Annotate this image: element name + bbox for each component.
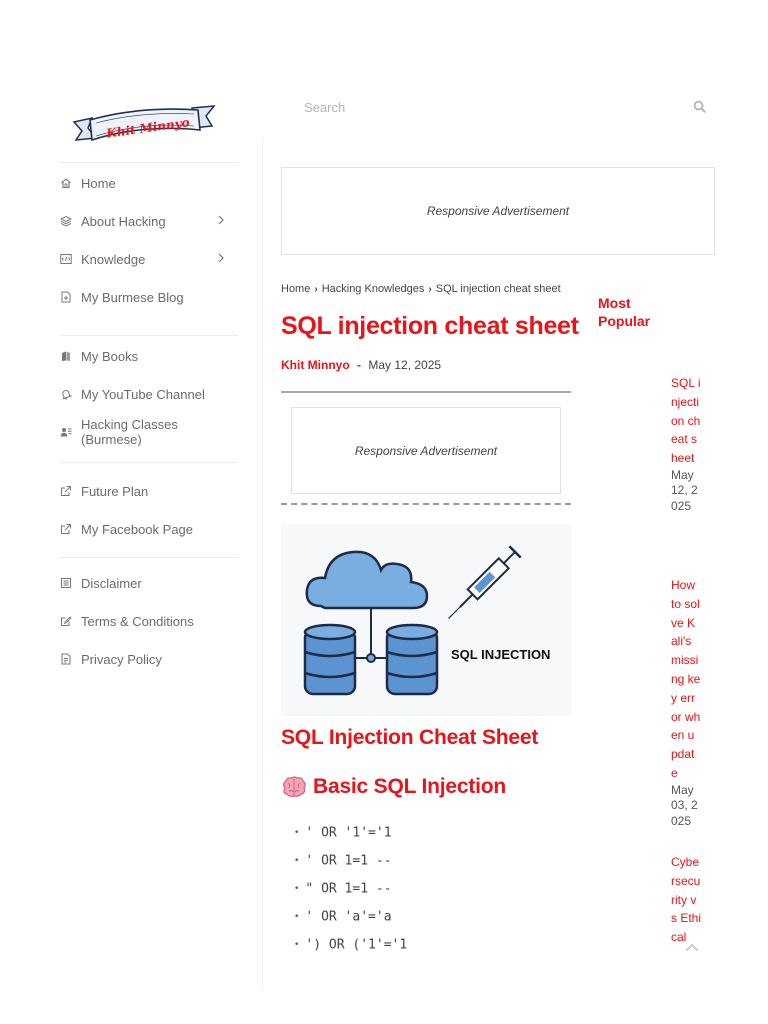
sidebar-item-knowledge[interactable]	[60, 240, 238, 278]
sidebar-item-privacy[interactable]	[60, 640, 238, 678]
search-icon[interactable]	[693, 100, 706, 113]
cloud-icon	[307, 552, 427, 608]
database-icon	[305, 625, 355, 694]
site-logo[interactable]	[70, 100, 218, 156]
sidebar-item-my-books[interactable]	[60, 337, 238, 375]
list-item: • ') OR ('1'='1	[294, 934, 407, 962]
sidebar-item-label: Future Plan	[81, 483, 149, 499]
page-title: SQL injection cheat sheet	[281, 312, 579, 340]
document-icon	[60, 653, 72, 665]
search-bar	[296, 94, 716, 120]
sidebar-item-label: Privacy Policy	[81, 651, 162, 667]
external-link-icon	[60, 485, 72, 497]
post-meta	[281, 358, 441, 372]
code-icon	[60, 253, 72, 265]
hero-image	[281, 524, 571, 716]
file-plus-icon	[60, 291, 72, 303]
divider	[281, 391, 571, 393]
sidebar-item-facebook[interactable]	[60, 510, 238, 548]
post-author[interactable]: Khit Minnyo	[281, 358, 350, 372]
sidebar-item-label: Home	[81, 175, 116, 191]
ad-label: Responsive Advertisement	[426, 204, 570, 218]
breadcrumb-current: SQL injection cheat sheet	[435, 283, 561, 295]
users-icon	[60, 426, 72, 438]
payload-list	[294, 822, 407, 962]
popular-post	[671, 853, 701, 947]
sidebar-item-label: Knowledge	[81, 251, 146, 267]
popular-post-link[interactable]: How to solve Kali's missing key error when update	[671, 578, 701, 780]
divider-dashed	[281, 503, 571, 505]
sidebar-item-about-hacking[interactable]	[60, 202, 238, 240]
books-icon	[60, 350, 72, 362]
hero-caption: SQL INJECTION	[451, 647, 551, 662]
breadcrumb	[281, 283, 561, 295]
sidebar-item-burmese-blog[interactable]	[60, 278, 238, 316]
search-input[interactable]	[296, 94, 676, 120]
list-icon	[60, 577, 72, 589]
sidebar-item-terms[interactable]	[60, 602, 238, 640]
advertisement-inline[interactable]	[291, 407, 561, 494]
popular-post-date: May 12, 2025	[671, 467, 698, 513]
syringe-icon	[443, 546, 521, 624]
popular-post-link[interactable]: Cybersecurity vs Ethical	[671, 855, 702, 945]
brain-icon	[281, 776, 307, 798]
chevron-right-icon[interactable]	[216, 252, 226, 264]
sidebar-item-label: Disclaimer	[81, 575, 142, 591]
sidebar-border	[262, 138, 263, 988]
svg-text:Khit Minnyo: Khit Minnyo	[105, 115, 191, 141]
sidebar-item-label: Hacking Classes (Burmese)	[81, 417, 178, 447]
section-heading: SQL Injection Cheat Sheet	[281, 726, 539, 749]
popular-post-link[interactable]: SQL injection cheat sheet	[671, 376, 701, 466]
ad-label: Responsive Advertisement	[354, 443, 498, 458]
sidebar-item-label: My Facebook Page	[81, 521, 194, 537]
back-to-top-icon[interactable]	[684, 940, 700, 954]
advertisement-top[interactable]	[281, 167, 715, 255]
sidebar-item-disclaimer[interactable]	[60, 564, 238, 602]
popular-post	[671, 576, 701, 829]
home-icon	[60, 177, 72, 189]
sidebar-item-label: Terms & Conditions	[81, 613, 194, 629]
chevron-right-icon[interactable]	[216, 214, 226, 226]
sidebar-item-home[interactable]	[60, 164, 238, 202]
database-icon	[387, 625, 437, 694]
list-item: • ' OR 1=1 --	[294, 850, 407, 878]
sidebar-item-label: My Burmese Blog	[81, 289, 184, 305]
most-popular-title: Most Popular	[598, 295, 651, 329]
chevron-right-icon: ›	[428, 283, 432, 295]
edit-icon	[60, 615, 72, 627]
layers-icon	[60, 215, 72, 227]
sidebar-item-label: About Hacking	[81, 213, 166, 229]
popular-post	[671, 374, 701, 514]
subsection-heading-text: Basic SQL Injection	[313, 775, 507, 798]
breadcrumb-home[interactable]: Home	[281, 283, 311, 295]
sidebar-item-hacking-classes[interactable]	[60, 413, 238, 451]
sidebar-item-youtube[interactable]	[60, 375, 238, 413]
post-date: May 12, 2025	[368, 358, 442, 372]
bell-icon	[60, 388, 72, 400]
sidebar-nav	[60, 162, 238, 678]
sidebar-item-label: My Books	[81, 348, 139, 364]
meta-separator: -	[357, 358, 361, 372]
subsection-heading	[281, 775, 506, 799]
popular-post-date: May 03, 2025	[671, 782, 698, 828]
breadcrumb-category[interactable]: Hacking Knowledges	[321, 283, 425, 295]
list-item: • ' OR 'a'='a	[294, 906, 407, 934]
list-item: • " OR 1=1 --	[294, 878, 407, 906]
external-link-icon	[60, 523, 72, 535]
chevron-right-icon: ›	[314, 283, 318, 295]
sidebar-item-label: My YouTube Channel	[81, 386, 205, 402]
sidebar-item-future-plan[interactable]	[60, 472, 238, 510]
list-item: • ' OR '1'='1	[294, 822, 407, 850]
